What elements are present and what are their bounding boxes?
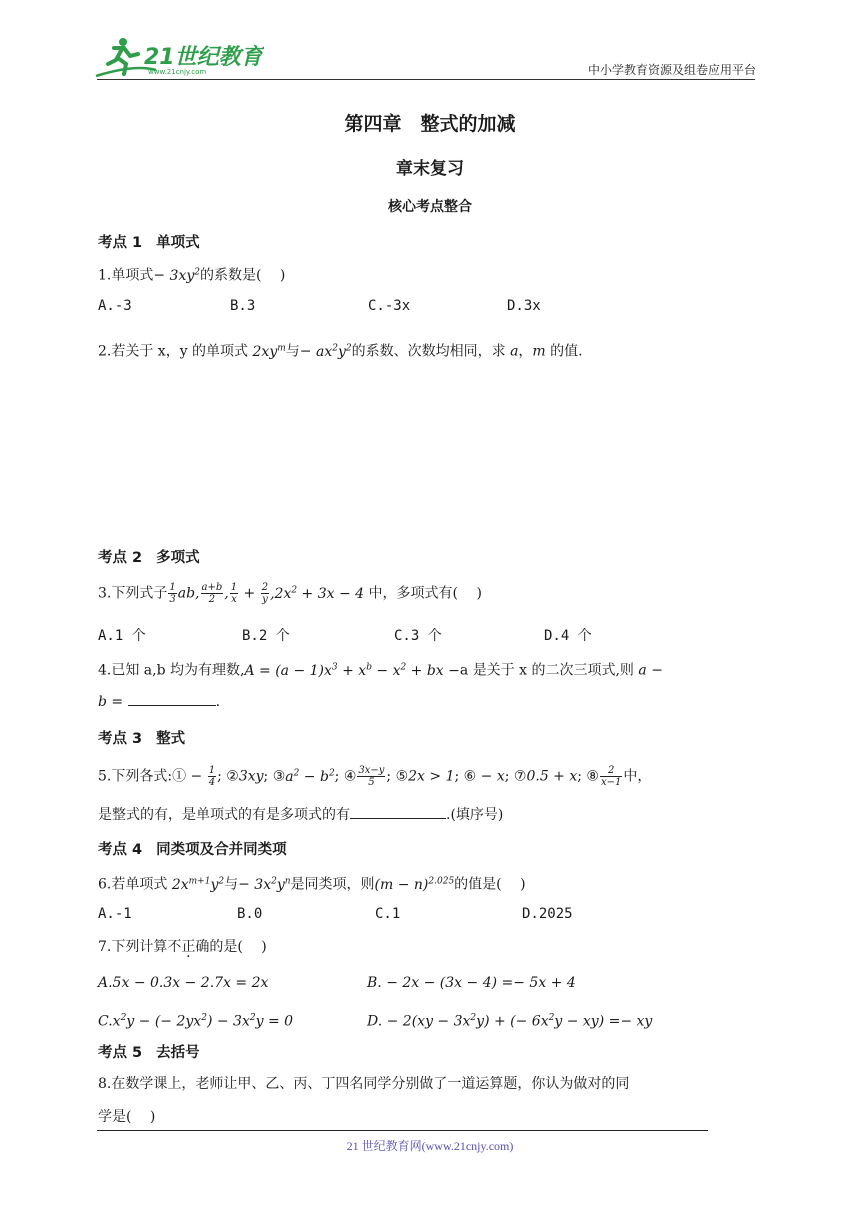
footer-divider	[97, 1130, 708, 1131]
question-8-line-2: 学是( )	[98, 1109, 156, 1125]
question-5: 5.下列各式:① − $\frac{1}{4}$ ; ②3xy; $③a^2 - b^2$; ④ $\frac{3x-y}{5}$ ; ⑤2x > 1; ⑥ − x; ⑦0.5 + x; ⑧ $\frac{2}{x-1}$ 中，	[98, 765, 652, 789]
q6-option-a: A.-1	[98, 906, 132, 922]
question-2: 2.若关于 x，y 的单项式 $2xy^m$与− $ax^2y^2$的系数、次数均相同，求 a，m 的值.	[98, 343, 583, 360]
q3-option-b: B.2 个	[242, 628, 290, 644]
topic-heading-3: 考点 3 整式	[98, 731, 186, 747]
question-1: 1.单项式− $3xy^2$的系数是( )	[98, 267, 286, 284]
header-divider	[97, 79, 755, 80]
sub-title: 核心考点整合	[388, 199, 472, 215]
q7-option-a: A.5x − 0.3x − 2.7x = 2x	[98, 975, 269, 991]
header-platform-text: 中小学教育资源及组卷应用平台	[587, 63, 756, 77]
topic-heading-2: 考点 2 多项式	[98, 550, 200, 566]
q3-option-d: D.4 个	[544, 628, 592, 644]
q1-option-b: B.3	[230, 298, 256, 314]
section-title: 章末复习	[396, 159, 464, 179]
q6-option-d: D.2025	[522, 906, 573, 922]
question-5-line-2: 是整式的有，是单项式的有是多项式的有 .(填序号)	[98, 804, 503, 825]
logo-text: 21世纪教育	[144, 45, 263, 70]
question-7: 7.下列计算不正确的是( )	[98, 939, 267, 955]
question-4: 4.已知 a,b 均为有理数$,A = (a - 1)x^3 + x^b - x^2$ + bx −a 是关于 x 的二次三项式,则 a −	[98, 662, 663, 679]
footer-link[interactable]: 21 世纪教育网(www.21cnjy.com)	[346, 1139, 514, 1153]
site-logo	[94, 36, 264, 80]
q1-option-c: C.-3x	[368, 298, 411, 314]
chapter-title: 第四章 整式的加减	[344, 113, 516, 135]
question-4-line-2: b = .	[98, 691, 220, 712]
topic-heading-5: 考点 5 去括号	[98, 1045, 200, 1061]
answer-blank[interactable]	[128, 691, 216, 706]
topic-heading-1: 考点 1 单项式	[98, 235, 200, 251]
q1-option-a: A.-3	[98, 298, 132, 314]
q7-option-d: D. − $2(xy - 3x^2y)$ + (− $6x^2y - xy$) =− xy	[367, 1013, 653, 1030]
q7-option-b: B. − 2x − (3x − 4) =− 5x + 4	[367, 975, 576, 991]
q7-option-c: $C.x^2y$ − (− $2yx^2) - 3x^2y = 0$	[98, 1013, 294, 1030]
q3-option-c: C.3 个	[394, 628, 442, 644]
q3-option-a: A.1 个	[98, 628, 146, 644]
question-6: 6.若单项式 $2x^{m+1}y^2$与− $3x^2y^n$是同类项，则$(m - n)^{2.025}$的值是( )	[98, 876, 526, 893]
q6-option-b: B.0	[237, 906, 263, 922]
q1-option-d: D.3x	[507, 298, 541, 314]
answer-blank[interactable]	[350, 804, 446, 819]
question-3: 3.下列式子 $\frac{1}{3}$ ab, $\frac{a+b}{2}$ , $\frac{1}{x}$ + $\frac{2}{y}$ $,2x^2 + 3x - 4$ 中，多项式有( )	[98, 582, 482, 606]
q6-option-c: C.1	[375, 906, 401, 922]
topic-heading-4: 考点 4 同类项及合并同类项	[98, 842, 287, 858]
question-8: 8.在数学课上，老师让甲、乙、丙、丁四名同学分别做了一道运算题，你认为做对的同	[98, 1076, 630, 1092]
logo-url: www.21cnjy.com	[148, 68, 207, 76]
